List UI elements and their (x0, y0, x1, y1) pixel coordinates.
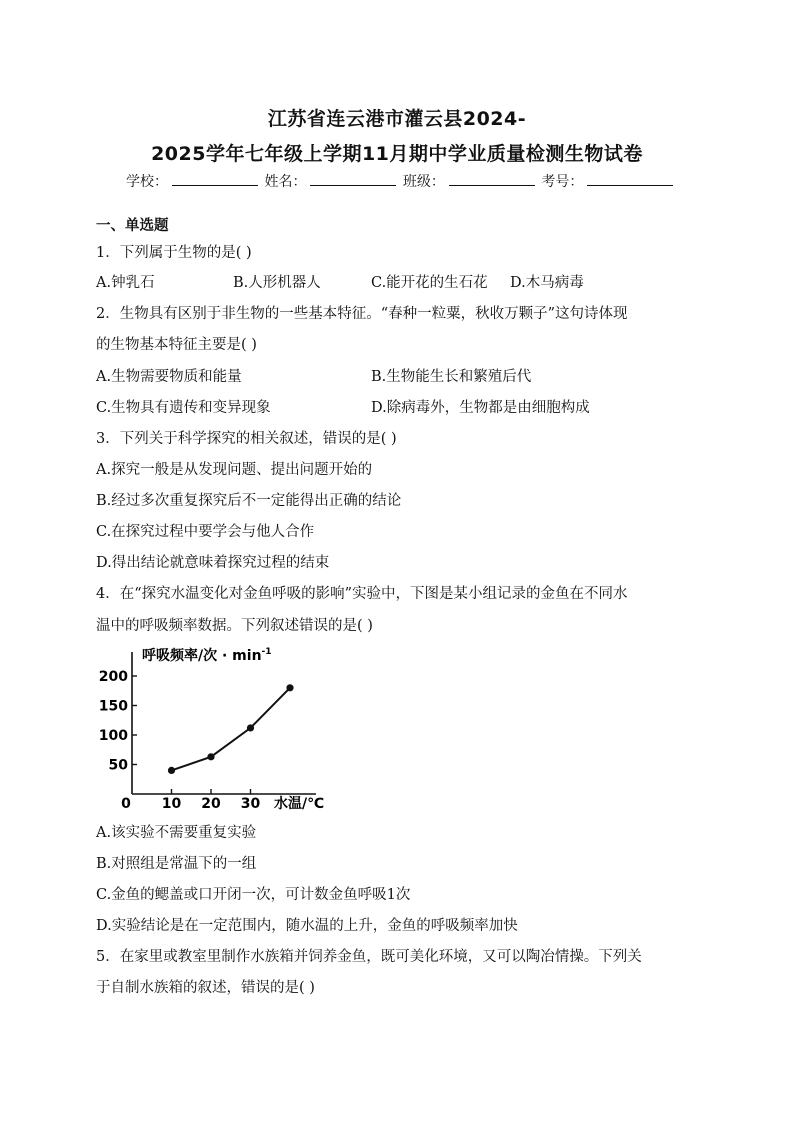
q3-option-b[interactable]: B.经过多次重复探究后不一定能得出正确的结论 (96, 493, 402, 509)
y-tick-label: 150 (98, 698, 128, 715)
q2-option-b[interactable]: B.生物能生长和繁殖后代 (371, 369, 532, 385)
x-tick-label: 30 (240, 796, 261, 812)
q2-option-d[interactable]: D.除病毒外，生物都是由细胞构成 (371, 400, 590, 416)
y-axis-label: 呼吸频率/次 · $\min^{-1}$ (142, 647, 272, 664)
q1-option-a[interactable]: A.钟乳石 (96, 275, 155, 291)
question-5-stem-line1: 5．在家里或教室里制作水族箱并饲养金鱼，既可美化环境，又可以陶冶情操。下列关 (96, 949, 642, 965)
q3-option-c[interactable]: C.在探究过程中要学会与他人合作 (96, 524, 315, 540)
q4-option-d[interactable]: D.实验结论是在一定范围内，随水温的上升，金鱼的呼吸频率加快 (96, 918, 518, 934)
question-2-stem-line2: 的生物基本特征主要是( ) (96, 337, 257, 353)
question-1-stem: 1．下列属于生物的是( ) (96, 245, 252, 261)
name-blank[interactable] (310, 173, 396, 186)
data-point (247, 724, 254, 731)
q1-option-d[interactable]: D.木马病毒 (510, 275, 584, 291)
q3-option-d[interactable]: D.得出结论就意味着探究过程的结束 (96, 555, 330, 571)
x-tick-group (162, 789, 261, 812)
origin-label: 0 (121, 796, 131, 812)
class-label: 班级： (402, 174, 445, 190)
exam-number-label: 考号： (541, 174, 584, 190)
student-info-row (126, 171, 675, 191)
q3-option-a[interactable]: A.探究一般是从发现问题、提出问题开始的 (96, 462, 373, 478)
breathing-rate-chart (96, 642, 341, 812)
series-points (168, 684, 294, 774)
data-point (207, 753, 214, 760)
series-line (172, 688, 291, 771)
y-tick-label: 100 (98, 728, 128, 744)
q4-option-c[interactable]: C.金鱼的鳃盖或口开闭一次，可计数金鱼呼吸1次 (96, 887, 411, 903)
q1-option-b[interactable]: B.人形机器人 (233, 275, 321, 291)
breathing-rate-chart-svg (96, 642, 341, 812)
y-tick-label: 50 (108, 757, 128, 774)
exam-number-blank[interactable] (587, 173, 673, 186)
question-3-stem: 3．下列关于科学探究的相关叙述，错误的是( ) (96, 431, 397, 447)
q1-option-c[interactable]: C.能开花的生石花 (371, 275, 488, 291)
q2-option-c[interactable]: C.生物具有遗传和变异现象 (96, 400, 271, 416)
question-4-stem-line1: 4．在“探究水温变化对金鱼呼吸的影响”实验中，下图是某小组记录的金鱼在不同水 (96, 586, 628, 602)
data-point (168, 767, 175, 774)
q4-option-a[interactable]: A.该实验不需要重复实验 (96, 825, 257, 841)
name-label: 姓名： (264, 174, 307, 190)
x-axis-label: 水温/℃ (274, 796, 325, 812)
section-heading: 一、单选题 (96, 218, 169, 234)
class-blank[interactable] (449, 173, 535, 186)
q2-option-a[interactable]: A.生物需要物质和能量 (96, 369, 242, 385)
x-tick-label: 20 (201, 796, 221, 812)
question-2-stem-line1: 2．生物具有区别于非生物的一些基本特征。“春种一粒粟，秋收万颗子”这句诗体现 (96, 306, 628, 322)
data-point (286, 684, 293, 691)
school-label: 学校： (126, 174, 168, 190)
q4-option-b[interactable]: B.对照组是常温下的一组 (96, 856, 257, 872)
question-5-stem-line2: 于自制水族箱的叙述，错误的是( ) (96, 980, 315, 996)
x-tick-label: 10 (161, 796, 182, 812)
exam-title-line1: 江苏省连云港市灌云县2024- (267, 108, 527, 130)
y-tick-label: 200 (98, 669, 128, 685)
question-4-stem-line2: 温中的呼吸频率数据。下列叙述错误的是( ) (96, 618, 373, 634)
exam-title-line2: 2025学年七年级上学期11月期中学业质量检测生物试卷 (151, 143, 643, 165)
school-blank[interactable] (172, 173, 258, 186)
